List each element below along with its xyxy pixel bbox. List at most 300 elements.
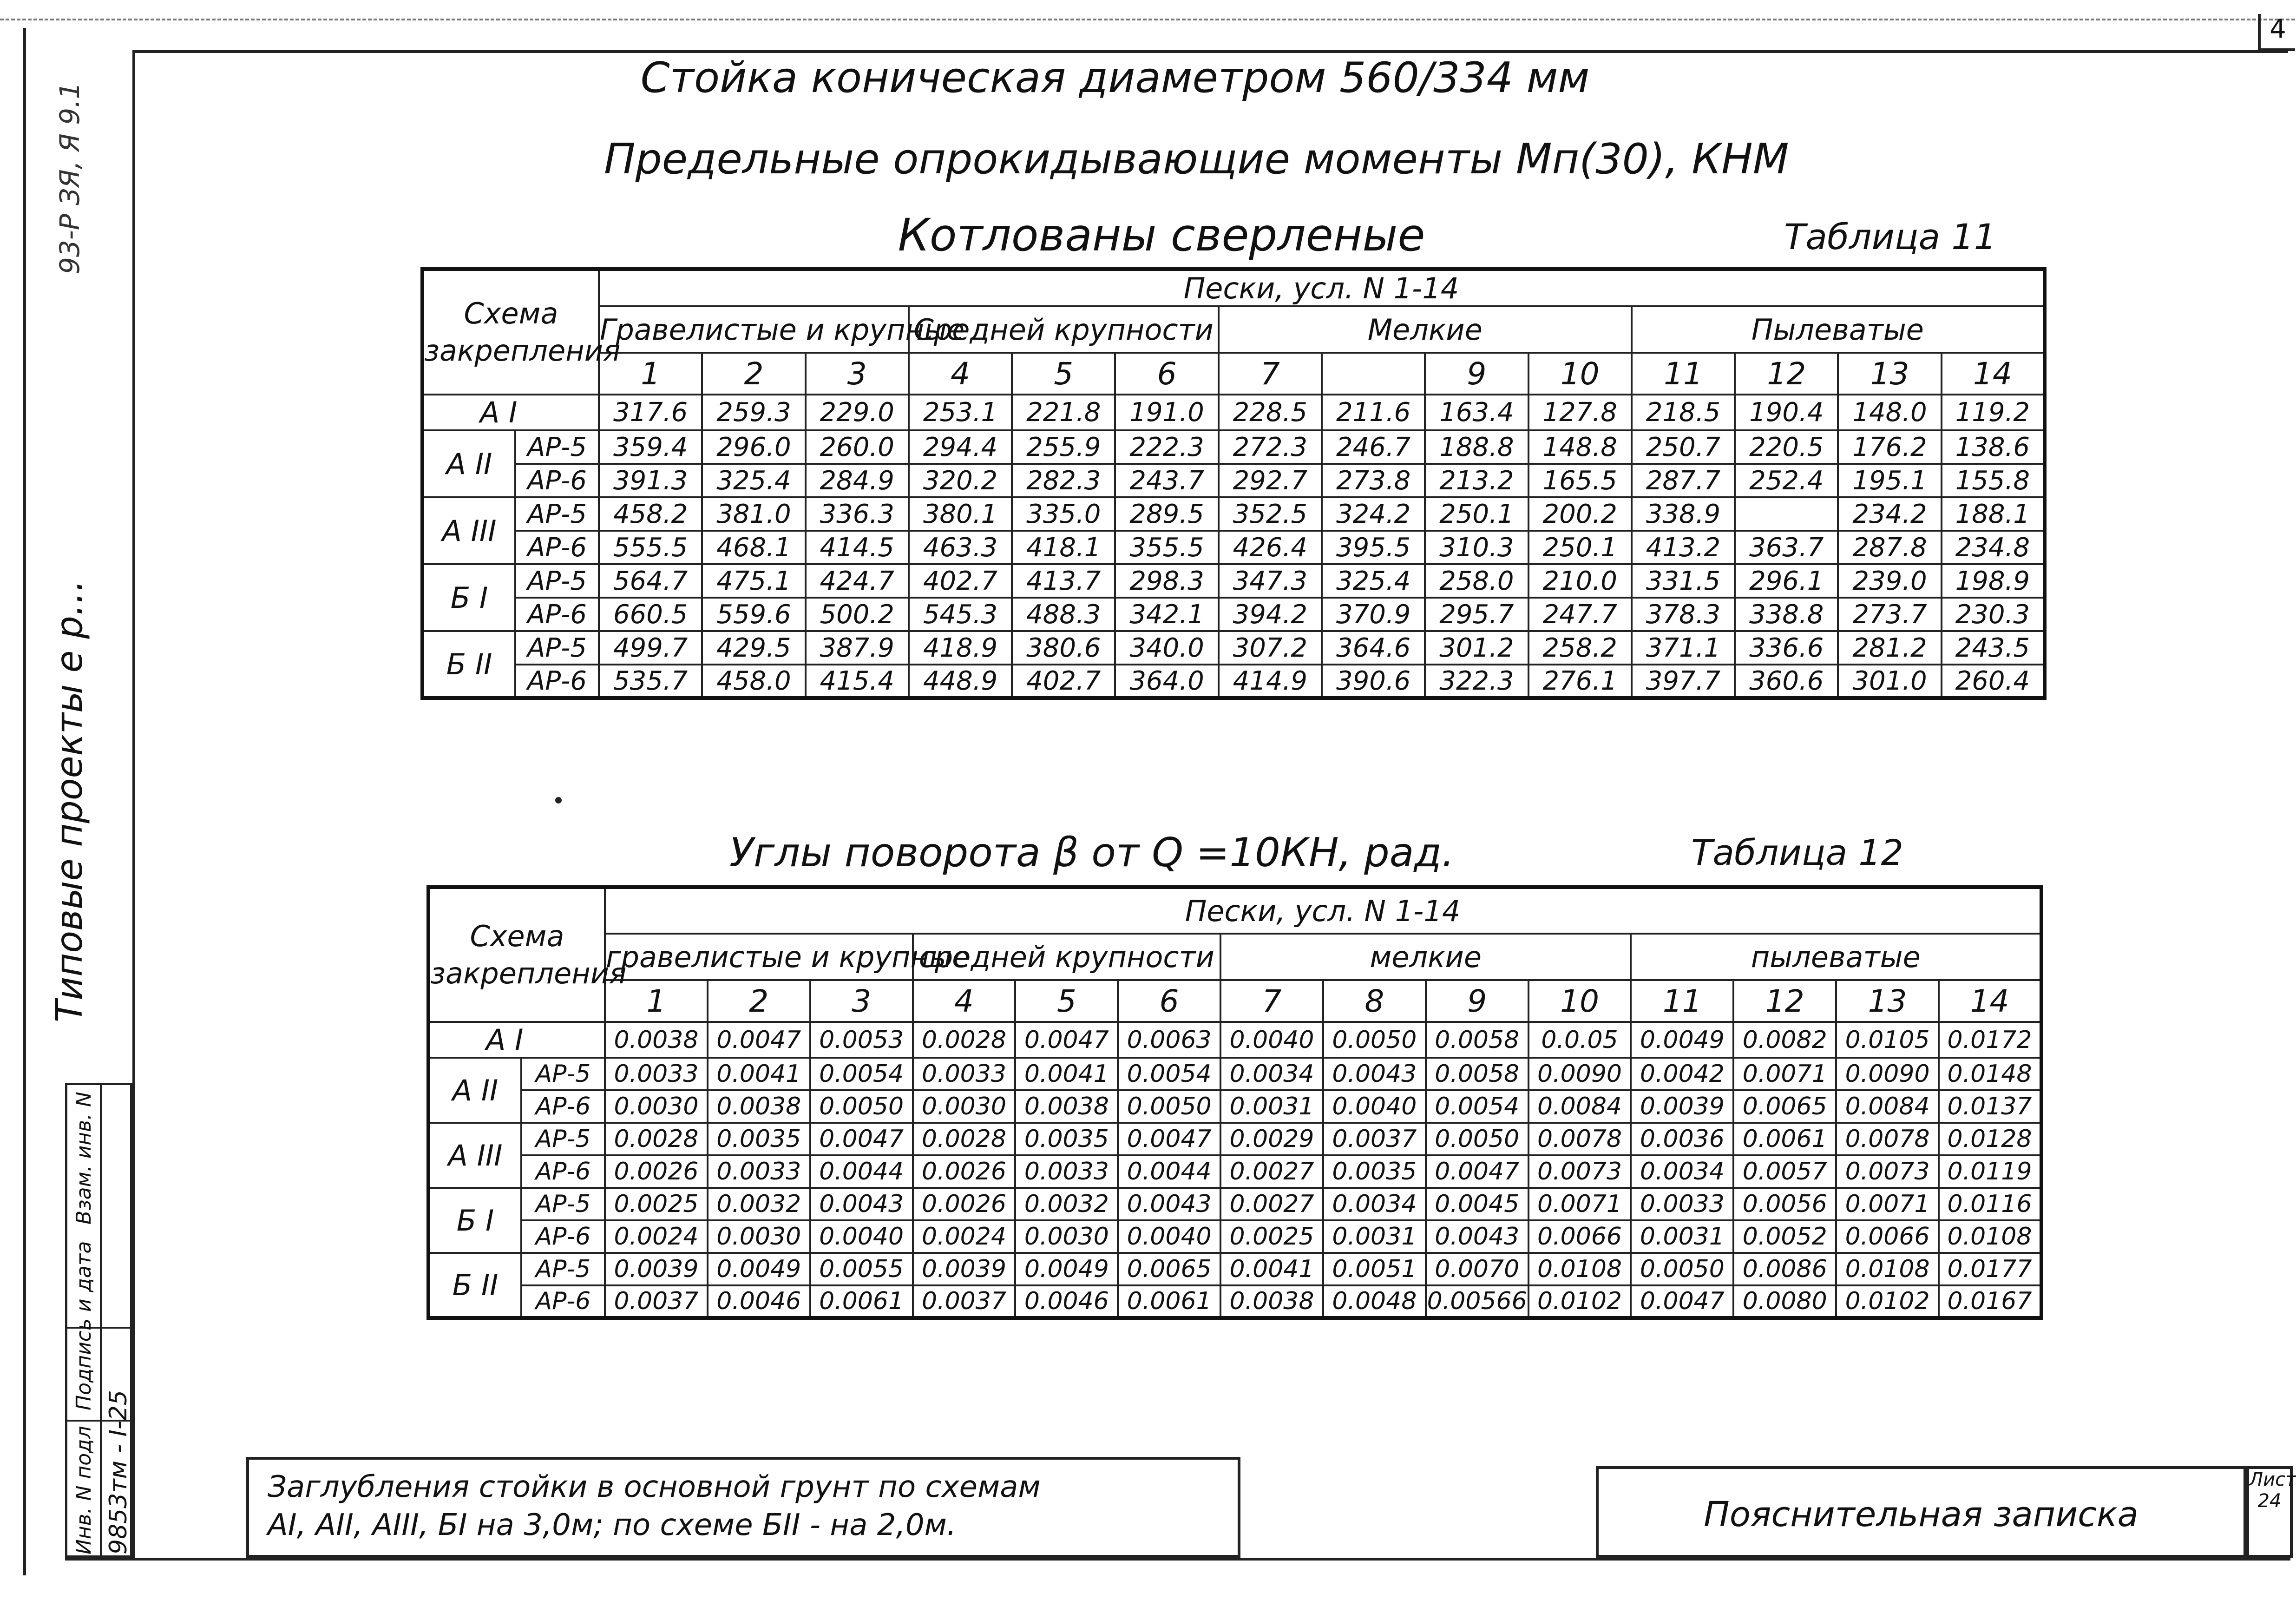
value-cell: 0.0028 xyxy=(913,1123,1016,1155)
value-cell: 218.5 xyxy=(1632,395,1735,430)
page-subtitle: Предельные опрокидывающие моменты Mп(30), КНМ xyxy=(604,135,1789,184)
value-cell: 0.0078 xyxy=(1528,1123,1631,1155)
value-cell: 250.1 xyxy=(1425,497,1528,531)
value-cell: 0.0066 xyxy=(1528,1220,1631,1253)
sub-scheme-cell: АР-5 xyxy=(515,564,599,598)
value-cell: 0.0046 xyxy=(708,1285,810,1318)
table-12 xyxy=(426,885,2043,1320)
value-cell: 0.0065 xyxy=(1733,1090,1836,1123)
table-row xyxy=(422,395,2045,430)
outer-left-border xyxy=(23,28,26,1575)
column-number: 8 xyxy=(1323,980,1426,1022)
table-row xyxy=(422,564,2045,598)
value-cell: 0.0053 xyxy=(810,1022,913,1058)
value-cell: 0.0054 xyxy=(1426,1090,1528,1123)
value-cell: 499.7 xyxy=(599,631,702,665)
value-cell: 0.0041 xyxy=(1220,1253,1323,1285)
value-cell: 342.1 xyxy=(1115,598,1218,631)
sub-scheme-cell: АР-6 xyxy=(521,1285,605,1318)
sheet-number: Лист 24 xyxy=(2246,1466,2293,1558)
table-11-label: Таблица 11 xyxy=(1784,216,1997,257)
value-cell: 0.0167 xyxy=(1939,1285,2041,1318)
value-cell: 0.0046 xyxy=(1015,1285,1118,1318)
table-row xyxy=(422,598,2045,631)
value-cell: 220.5 xyxy=(1735,430,1838,464)
column-number: 9 xyxy=(1425,353,1528,395)
value-cell: 500.2 xyxy=(806,598,909,631)
value-cell: 0.0030 xyxy=(605,1090,708,1123)
value-cell: 0.0044 xyxy=(810,1155,913,1188)
value-cell: 429.5 xyxy=(702,631,805,665)
value-cell: 555.5 xyxy=(599,531,702,564)
column-number: 14 xyxy=(1939,980,2041,1022)
value-cell: 559.6 xyxy=(702,598,805,631)
value-cell: 234.2 xyxy=(1838,497,1941,531)
value-cell: 0.0035 xyxy=(1015,1123,1118,1155)
page-title: Стойка коническая диаметром 560/334 мм xyxy=(640,53,1590,102)
value-cell: 0.0052 xyxy=(1733,1220,1836,1253)
value-cell: 0.0031 xyxy=(1220,1090,1323,1123)
value-cell: 0.0044 xyxy=(1118,1155,1220,1188)
value-cell: 0.0090 xyxy=(1528,1058,1631,1090)
value-cell: 414.5 xyxy=(806,531,909,564)
sub-scheme-cell: АР-6 xyxy=(515,531,599,564)
value-cell: 0.0039 xyxy=(1631,1090,1733,1123)
value-cell: 0.0.05 xyxy=(1528,1022,1631,1058)
value-cell: 0.0043 xyxy=(1426,1220,1528,1253)
value-cell: 424.7 xyxy=(806,564,909,598)
value-cell: 325.4 xyxy=(1322,564,1425,598)
value-cell: 188.8 xyxy=(1425,430,1528,464)
value-cell: 0.0034 xyxy=(1220,1058,1323,1090)
value-cell: 0.0057 xyxy=(1733,1155,1836,1188)
soil-group: Пылеватые xyxy=(1632,306,2045,353)
value-cell: 463.3 xyxy=(909,531,1012,564)
value-cell: 415.4 xyxy=(806,665,909,698)
value-cell: 0.0035 xyxy=(1323,1155,1426,1188)
value-cell: 402.7 xyxy=(1012,665,1115,698)
value-cell: 310.3 xyxy=(1425,531,1528,564)
value-cell: 260.4 xyxy=(1942,665,2045,698)
value-cell: 0.0035 xyxy=(708,1123,810,1155)
sub-scheme-cell: АР-6 xyxy=(521,1090,605,1123)
soil-header: Пески, усл. N 1-14 xyxy=(605,887,2041,934)
value-cell: 243.7 xyxy=(1115,464,1218,497)
scheme-cell: Б II xyxy=(422,631,515,698)
value-cell: 0.0033 xyxy=(1631,1188,1733,1220)
value-cell: 0.0071 xyxy=(1836,1188,1939,1220)
value-cell: 127.8 xyxy=(1528,395,1632,430)
value-cell: 355.5 xyxy=(1115,531,1218,564)
column-number: 4 xyxy=(909,353,1012,395)
value-cell: 0.0148 xyxy=(1939,1058,2041,1090)
value-cell: 243.5 xyxy=(1942,631,2045,665)
column-number: 6 xyxy=(1118,980,1220,1022)
value-cell: 165.5 xyxy=(1528,464,1632,497)
value-cell: 359.4 xyxy=(599,430,702,464)
scheme-cell: А III xyxy=(428,1123,521,1188)
value-cell: 387.9 xyxy=(806,631,909,665)
value-cell: 0.0025 xyxy=(1220,1220,1323,1253)
value-cell: 0.0080 xyxy=(1733,1285,1836,1318)
value-cell: 0.0045 xyxy=(1426,1188,1528,1220)
value-cell: 0.0063 xyxy=(1118,1022,1220,1058)
value-cell: 0.0031 xyxy=(1631,1220,1733,1253)
section-title: Котлованы сверленые xyxy=(898,209,1425,261)
value-cell: 253.1 xyxy=(909,395,1012,430)
stamp-signature-date: Подпись и дата xyxy=(72,1241,96,1410)
value-cell: 0.0071 xyxy=(1733,1058,1836,1090)
table-row xyxy=(428,1253,2041,1285)
value-cell: 250.7 xyxy=(1632,430,1735,464)
column-number: 7 xyxy=(1219,353,1322,395)
value-cell: 0.0058 xyxy=(1426,1058,1528,1090)
value-cell: 246.7 xyxy=(1322,430,1425,464)
column-number: 6 xyxy=(1115,353,1218,395)
value-cell: 221.8 xyxy=(1012,395,1115,430)
table-11 xyxy=(420,267,2047,700)
value-cell: 296.0 xyxy=(702,430,805,464)
value-cell: 413.7 xyxy=(1012,564,1115,598)
value-cell: 0.0116 xyxy=(1939,1188,2041,1220)
value-cell: 458.0 xyxy=(702,665,805,698)
value-cell: 282.3 xyxy=(1012,464,1115,497)
value-cell: 287.8 xyxy=(1838,531,1941,564)
value-cell: 213.2 xyxy=(1425,464,1528,497)
scheme-cell: А III xyxy=(422,497,515,564)
value-cell: 0.0082 xyxy=(1733,1022,1836,1058)
value-cell: 0.0084 xyxy=(1836,1090,1939,1123)
value-cell: 295.7 xyxy=(1425,598,1528,631)
value-cell: 0.0061 xyxy=(1118,1285,1220,1318)
sub-scheme-cell: АР-5 xyxy=(515,430,599,464)
soil-group: пылеватые xyxy=(1631,934,2041,980)
sub-scheme-cell: АР-5 xyxy=(521,1253,605,1285)
value-cell: 0.0036 xyxy=(1631,1123,1733,1155)
value-cell: 0.0050 xyxy=(1118,1090,1220,1123)
value-cell: 0.0047 xyxy=(1426,1155,1528,1188)
value-cell: 0.0039 xyxy=(605,1253,708,1285)
column-number: 2 xyxy=(708,980,810,1022)
value-cell: 378.3 xyxy=(1632,598,1735,631)
value-cell: 0.0025 xyxy=(605,1188,708,1220)
value-cell: 468.1 xyxy=(702,531,805,564)
value-cell: 320.2 xyxy=(909,464,1012,497)
value-cell: 155.8 xyxy=(1942,464,2045,497)
value-cell: 296.1 xyxy=(1735,564,1838,598)
frame-left-border xyxy=(132,50,135,1561)
value-cell: 0.0043 xyxy=(1118,1188,1220,1220)
stamp-divider xyxy=(100,1085,102,1555)
scheme-header: Схема закрепления xyxy=(422,269,599,395)
value-cell: 250.1 xyxy=(1528,531,1632,564)
soil-group: Мелкие xyxy=(1219,306,1632,353)
soil-group: мелкие xyxy=(1220,934,1631,980)
value-cell: 252.4 xyxy=(1735,464,1838,497)
value-cell: 260.0 xyxy=(806,430,909,464)
sub-scheme-cell: АР-6 xyxy=(521,1220,605,1253)
value-cell: 331.5 xyxy=(1632,564,1735,598)
value-cell: 371.1 xyxy=(1632,631,1735,665)
value-cell: 195.1 xyxy=(1838,464,1941,497)
value-cell: 119.2 xyxy=(1942,395,2045,430)
value-cell: 380.1 xyxy=(909,497,1012,531)
column-number: 13 xyxy=(1838,353,1941,395)
corner-sheet-number: 4 xyxy=(2258,14,2295,51)
value-cell: 0.0041 xyxy=(1015,1058,1118,1090)
value-cell: 0.0034 xyxy=(1323,1188,1426,1220)
value-cell: 0.0026 xyxy=(605,1155,708,1188)
value-cell: 381.0 xyxy=(702,497,805,531)
value-cell: 0.0042 xyxy=(1631,1058,1733,1090)
value-cell: 380.6 xyxy=(1012,631,1115,665)
note-line: Заглубления стойки в основной грунт по схемам xyxy=(268,1470,1041,1504)
table-row xyxy=(428,1188,2041,1220)
value-cell: 0.0038 xyxy=(1015,1090,1118,1123)
value-cell: 335.0 xyxy=(1012,497,1115,531)
value-cell: 317.6 xyxy=(599,395,702,430)
value-cell: 229.0 xyxy=(806,395,909,430)
value-cell: 210.0 xyxy=(1528,564,1632,598)
value-cell: 0.0086 xyxy=(1733,1253,1836,1285)
scheme-cell: Б I xyxy=(422,564,515,631)
value-cell: 448.9 xyxy=(909,665,1012,698)
value-cell: 360.6 xyxy=(1735,665,1838,698)
sub-scheme-cell: АР-5 xyxy=(515,631,599,665)
soil-group: гравелистые и крупные xyxy=(605,934,913,980)
value-cell: 0.0137 xyxy=(1939,1090,2041,1123)
value-cell: 0.0047 xyxy=(1631,1285,1733,1318)
scheme-cell: Б I xyxy=(428,1188,521,1253)
value-cell: 0.0061 xyxy=(1733,1123,1836,1155)
value-cell: 188.1 xyxy=(1942,497,2045,531)
value-cell: 0.0043 xyxy=(1323,1058,1426,1090)
value-cell: 395.5 xyxy=(1322,531,1425,564)
value-cell: 0.0050 xyxy=(1323,1022,1426,1058)
value-cell: 0.0065 xyxy=(1118,1253,1220,1285)
column-number: 3 xyxy=(810,980,913,1022)
column-number: 9 xyxy=(1426,980,1528,1022)
value-cell: 273.7 xyxy=(1838,598,1941,631)
value-cell: 0.0071 xyxy=(1528,1188,1631,1220)
value-cell: 0.0024 xyxy=(913,1220,1016,1253)
scheme-header: Схема закрепления xyxy=(428,887,605,1022)
value-cell: 0.0050 xyxy=(1631,1253,1733,1285)
column-number: 10 xyxy=(1528,353,1632,395)
stamp-inv-no: Инв. N подл xyxy=(72,1426,96,1554)
value-cell: 0.0040 xyxy=(1323,1090,1426,1123)
sub-scheme-cell: АР-6 xyxy=(521,1155,605,1188)
sub-scheme-cell: АР-6 xyxy=(515,665,599,698)
value-cell: 0.0108 xyxy=(1939,1220,2041,1253)
value-cell: 352.5 xyxy=(1219,497,1322,531)
value-cell: 0.0061 xyxy=(810,1285,913,1318)
value-cell: 475.1 xyxy=(702,564,805,598)
column-number: 3 xyxy=(806,353,909,395)
explanatory-note-label: Пояснительная записка xyxy=(1596,1466,2246,1558)
column-number xyxy=(1322,353,1425,395)
value-cell: 281.2 xyxy=(1838,631,1941,665)
value-cell: 0.0050 xyxy=(810,1090,913,1123)
value-cell: 0.0033 xyxy=(1015,1155,1118,1188)
value-cell: 191.0 xyxy=(1115,395,1218,430)
value-cell: 390.6 xyxy=(1322,665,1425,698)
value-cell: 292.7 xyxy=(1219,464,1322,497)
value-cell: 0.0037 xyxy=(913,1285,1016,1318)
table-row xyxy=(428,1155,2041,1188)
table-row xyxy=(422,430,2045,464)
value-cell: 370.9 xyxy=(1322,598,1425,631)
value-cell: 0.0030 xyxy=(1015,1220,1118,1253)
table-row xyxy=(428,1022,2041,1058)
table-row xyxy=(428,1285,2041,1318)
table-12-label: Таблица 12 xyxy=(1691,832,1904,873)
value-cell: 230.3 xyxy=(1942,598,2045,631)
value-cell: 163.4 xyxy=(1425,395,1528,430)
scheme-cell: А II xyxy=(422,430,515,497)
value-cell: 0.0050 xyxy=(1426,1123,1528,1155)
value-cell: 0.0066 xyxy=(1836,1220,1939,1253)
value-cell: 0.0048 xyxy=(1323,1285,1426,1318)
value-cell: 0.0078 xyxy=(1836,1123,1939,1155)
value-cell: 0.0049 xyxy=(708,1253,810,1285)
scheme-cell: А I xyxy=(422,395,599,430)
value-cell: 301.0 xyxy=(1838,665,1941,698)
value-cell: 0.0177 xyxy=(1939,1253,2041,1285)
column-number: 4 xyxy=(913,980,1016,1022)
value-cell: 222.3 xyxy=(1115,430,1218,464)
value-cell: 413.2 xyxy=(1632,531,1735,564)
value-cell: 0.0128 xyxy=(1939,1123,2041,1155)
value-cell: 0.0054 xyxy=(1118,1058,1220,1090)
value-cell: 0.0033 xyxy=(913,1058,1016,1090)
value-cell: 0.0031 xyxy=(1323,1220,1426,1253)
value-cell: 402.7 xyxy=(909,564,1012,598)
value-cell: 258.0 xyxy=(1425,564,1528,598)
value-cell: 0.0049 xyxy=(1631,1022,1733,1058)
value-cell: 301.2 xyxy=(1425,631,1528,665)
value-cell: 176.2 xyxy=(1838,430,1941,464)
value-cell: 338.9 xyxy=(1632,497,1735,531)
value-cell: 0.0108 xyxy=(1528,1253,1631,1285)
value-cell: 138.6 xyxy=(1942,430,2045,464)
value-cell: 258.2 xyxy=(1528,631,1632,665)
column-number: 11 xyxy=(1631,980,1733,1022)
value-cell: 0.0040 xyxy=(1118,1220,1220,1253)
value-cell: 294.4 xyxy=(909,430,1012,464)
table-row xyxy=(428,1090,2041,1123)
side-code: 93-Р ЗЯ, Я 9.1 xyxy=(54,82,85,274)
value-cell: 234.8 xyxy=(1942,531,2045,564)
value-cell: 340.0 xyxy=(1115,631,1218,665)
frame-top-border xyxy=(132,50,2288,53)
value-cell: 0.0027 xyxy=(1220,1155,1323,1188)
value-cell: 0.0032 xyxy=(1015,1188,1118,1220)
column-number: 1 xyxy=(599,353,702,395)
value-cell: 338.8 xyxy=(1735,598,1838,631)
value-cell: 148.0 xyxy=(1838,395,1941,430)
value-cell: 272.3 xyxy=(1219,430,1322,464)
value-cell: 228.5 xyxy=(1219,395,1322,430)
side-vertical-title: Типовые проекты е р… xyxy=(49,580,91,1022)
column-number: 11 xyxy=(1632,353,1735,395)
value-cell: 0.0058 xyxy=(1426,1022,1528,1058)
value-cell: 0.0102 xyxy=(1528,1285,1631,1318)
value-cell: 324.2 xyxy=(1322,497,1425,531)
value-cell: 247.7 xyxy=(1528,598,1632,631)
value-cell: 0.0047 xyxy=(1015,1022,1118,1058)
angles-title: Углы поворота β от Q =10КН, рад. xyxy=(729,830,1455,876)
value-cell: 535.7 xyxy=(599,665,702,698)
table-row xyxy=(422,497,2045,531)
value-cell: 0.00566 xyxy=(1426,1285,1528,1318)
value-cell: 200.2 xyxy=(1528,497,1632,531)
value-cell: 289.5 xyxy=(1115,497,1218,531)
value-cell: 0.0028 xyxy=(913,1022,1016,1058)
scheme-cell: А II xyxy=(428,1058,521,1123)
value-cell: 0.0108 xyxy=(1836,1253,1939,1285)
value-cell: 190.4 xyxy=(1735,395,1838,430)
value-cell: 458.2 xyxy=(599,497,702,531)
value-cell: 394.2 xyxy=(1219,598,1322,631)
value-cell: 564.7 xyxy=(599,564,702,598)
column-number: 10 xyxy=(1528,980,1631,1022)
value-cell: 259.3 xyxy=(702,395,805,430)
value-cell: 0.0056 xyxy=(1733,1188,1836,1220)
value-cell: 0.0054 xyxy=(810,1058,913,1090)
table-row xyxy=(422,665,2045,698)
value-cell: 0.0070 xyxy=(1426,1253,1528,1285)
value-cell: 0.0026 xyxy=(913,1155,1016,1188)
value-cell: 0.0102 xyxy=(1836,1285,1939,1318)
value-cell: 0.0038 xyxy=(605,1022,708,1058)
column-number: 1 xyxy=(605,980,708,1022)
value-cell: 0.0040 xyxy=(810,1220,913,1253)
value-cell: 0.0030 xyxy=(913,1090,1016,1123)
value-cell: 0.0049 xyxy=(1015,1253,1118,1285)
value-cell: 426.4 xyxy=(1219,531,1322,564)
column-number: 2 xyxy=(702,353,805,395)
table-row xyxy=(428,1123,2041,1155)
soil-header: Пески, усл. N 1-14 xyxy=(599,269,2045,306)
value-cell: 391.3 xyxy=(599,464,702,497)
value-cell: 545.3 xyxy=(909,598,1012,631)
value-cell: 0.0105 xyxy=(1836,1022,1939,1058)
value-cell: 0.0040 xyxy=(1220,1022,1323,1058)
value-cell: 418.9 xyxy=(909,631,1012,665)
value-cell: 284.9 xyxy=(806,464,909,497)
value-cell: 0.0084 xyxy=(1528,1090,1631,1123)
value-cell: 364.6 xyxy=(1322,631,1425,665)
value-cell: 363.7 xyxy=(1735,531,1838,564)
value-cell: 0.0073 xyxy=(1528,1155,1631,1188)
soil-group: средней крупности xyxy=(913,934,1221,980)
value-cell: 322.3 xyxy=(1425,665,1528,698)
value-cell xyxy=(1735,497,1838,531)
value-cell: 255.9 xyxy=(1012,430,1115,464)
value-cell: 0.0047 xyxy=(810,1123,913,1155)
value-cell: 211.6 xyxy=(1322,395,1425,430)
value-cell: 0.0034 xyxy=(1631,1155,1733,1188)
value-cell: 397.7 xyxy=(1632,665,1735,698)
sub-scheme-cell: АР-5 xyxy=(521,1188,605,1220)
sub-scheme-cell: АР-5 xyxy=(521,1058,605,1090)
value-cell: 287.7 xyxy=(1632,464,1735,497)
column-number: 5 xyxy=(1015,980,1118,1022)
value-cell: 0.0038 xyxy=(1220,1285,1323,1318)
value-cell: 148.8 xyxy=(1528,430,1632,464)
table-row xyxy=(422,531,2045,564)
